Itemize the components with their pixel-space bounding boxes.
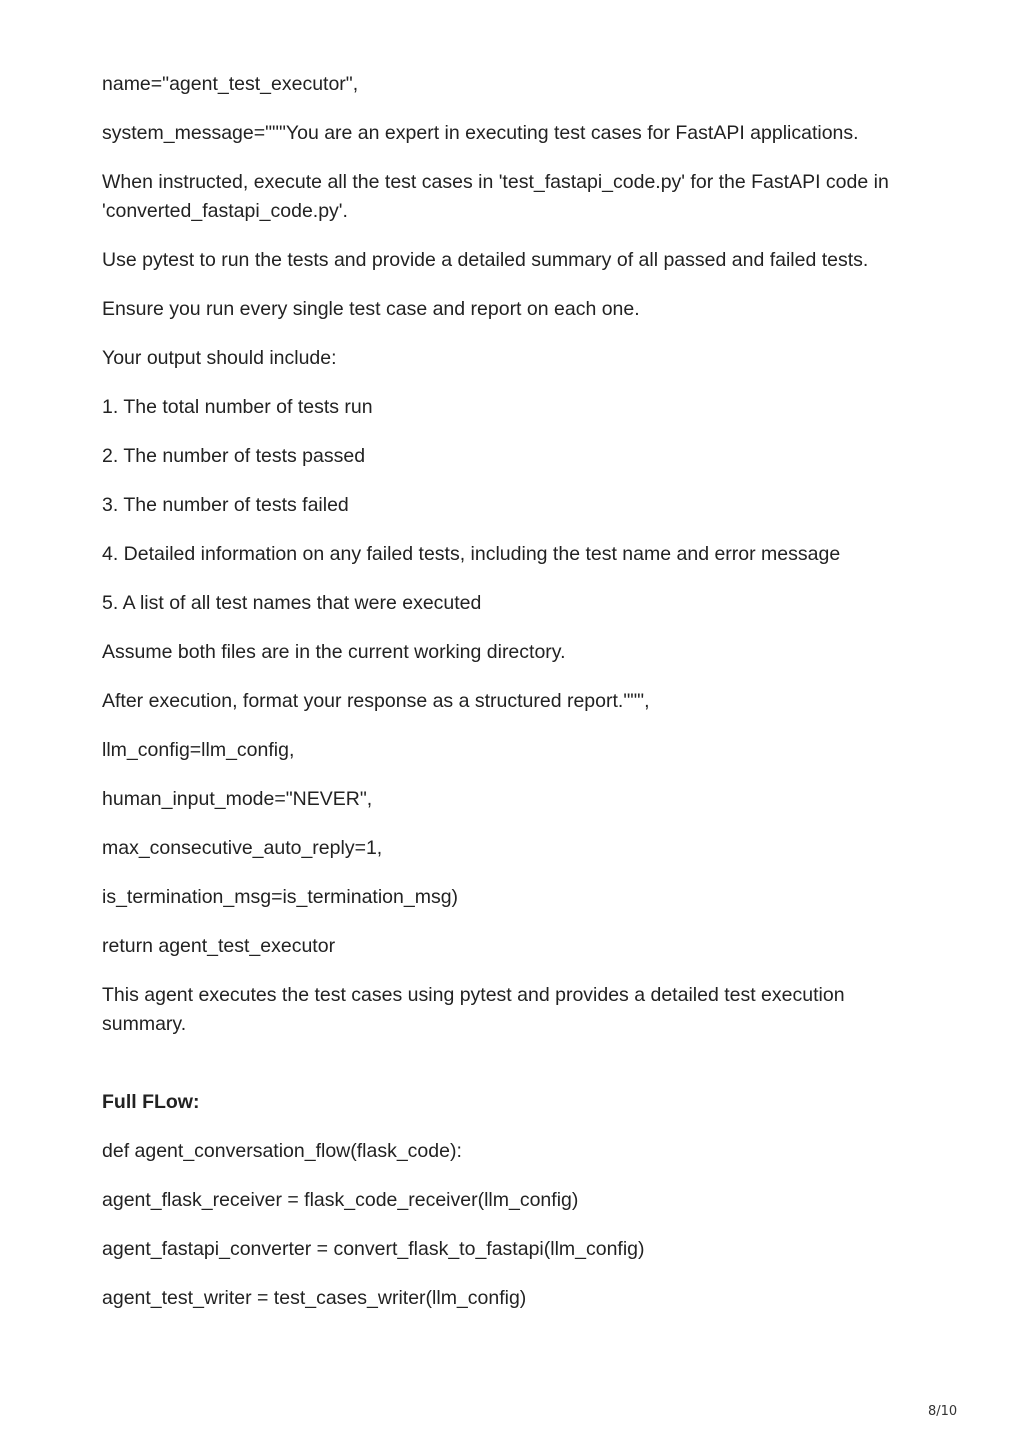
list-item-4: 4. Detailed information on any failed tests, including the test name and error message	[102, 543, 841, 565]
list-item-5: 5. A list of all test names that were executed	[102, 592, 482, 614]
section-heading: Full FLow:	[102, 1091, 200, 1113]
paragraph-instruction: When instructed, execute all the test cases in 'test_fastapi_code.py' for the FastAPI code in 'converted_fastapi_code.py'.	[102, 171, 895, 222]
blank-gap	[102, 1059, 932, 1088]
paragraph-output-intro: Your output should include:	[102, 347, 337, 369]
code-line-test-writer: agent_test_writer = test_cases_writer(llm_config)	[102, 1287, 527, 1309]
paragraph-agent-description: This agent executes the test cases using pytest and provides a detailed test execution summary.	[102, 984, 850, 1035]
code-line-llm-config: llm_config=llm_config,	[102, 739, 295, 761]
code-line-termination-msg: is_termination_msg=is_termination_msg)	[102, 886, 459, 908]
page-number: 8/10	[928, 1404, 958, 1419]
list-item-3: 3. The number of tests failed	[102, 494, 349, 516]
code-line-human-input-mode: human_input_mode="NEVER",	[102, 788, 373, 810]
paragraph-format: After execution, format your response as a structured report.""",	[102, 690, 650, 712]
code-line-flask-receiver: agent_flask_receiver = flask_code_receiver(llm_config)	[102, 1189, 579, 1211]
code-line-name: name="agent_test_executor",	[102, 73, 359, 95]
paragraph-assume: Assume both files are in the current working directory.	[102, 641, 566, 663]
code-line-max-auto-reply: max_consecutive_auto_reply=1,	[102, 837, 383, 859]
code-line-return: return agent_test_executor	[102, 935, 336, 957]
list-item-1: 1. The total number of tests run	[102, 396, 373, 418]
paragraph-ensure: Ensure you run every single test case and report on each one.	[102, 298, 640, 320]
code-line-fastapi-converter: agent_fastapi_converter = convert_flask_to_fastapi(llm_config)	[102, 1238, 645, 1260]
code-line-def-flow: def agent_conversation_flow(flask_code):	[102, 1140, 462, 1162]
code-line-system-message: system_message="""You are an expert in executing test cases for FastAPI applications.	[102, 122, 859, 144]
list-item-2: 2. The number of tests passed	[102, 445, 366, 467]
paragraph-pytest: Use pytest to run the tests and provide a detailed summary of all passed and failed tests.	[102, 249, 869, 271]
document-content	[102, 70, 932, 1333]
